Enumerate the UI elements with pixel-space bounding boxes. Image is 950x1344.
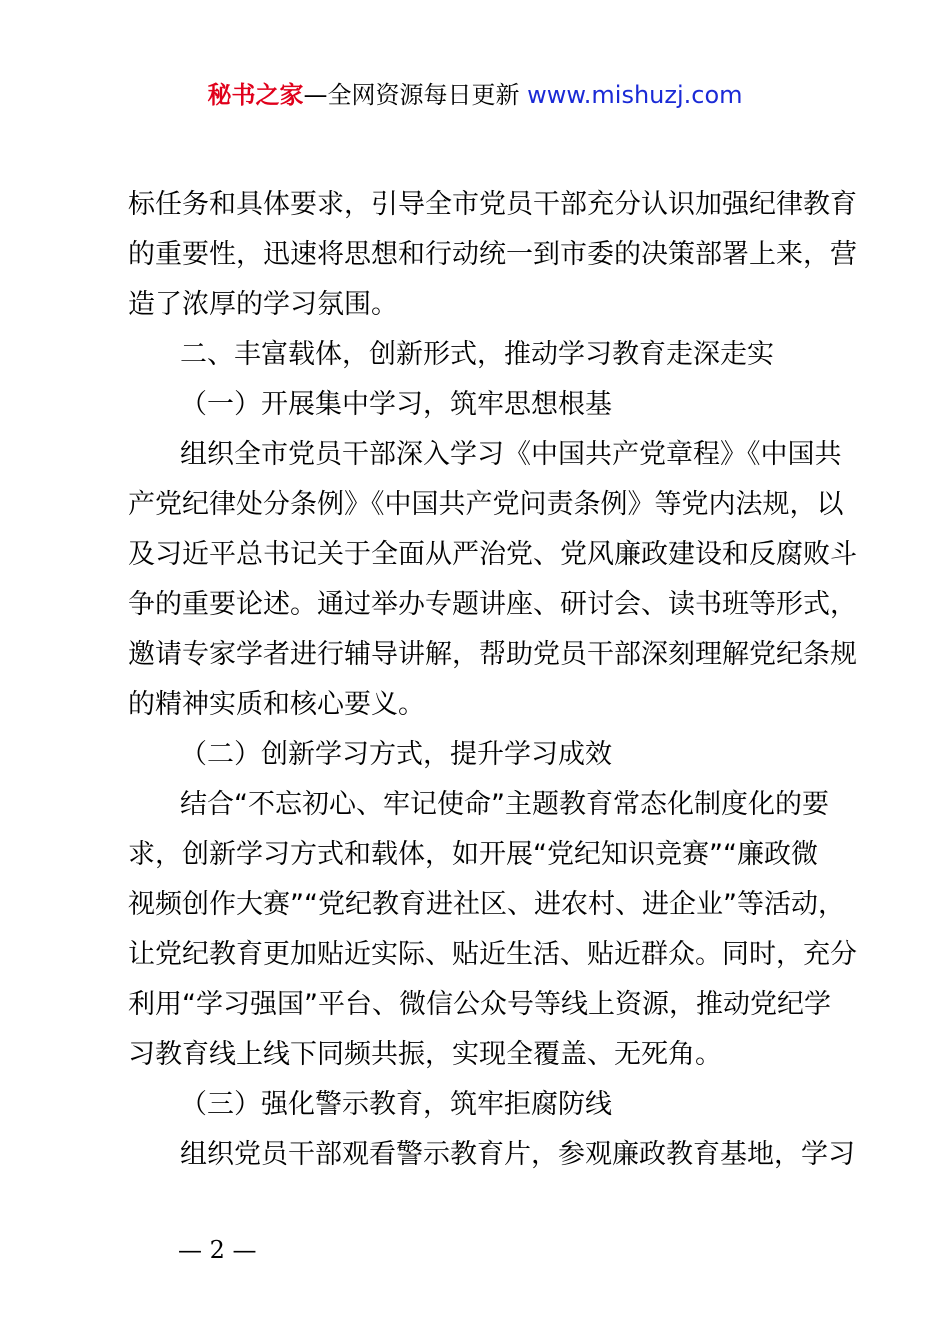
paragraph-line: 组织全市党员干部深入学习《中国共产党章程》《中国共: [180, 439, 842, 470]
section-heading: 二、丰富载体，创新形式，推动学习教育走深走实: [180, 339, 774, 370]
subsection-heading: （三）强化警示教育，筑牢拒腐防线: [180, 1089, 612, 1120]
paragraph-line: 习教育线上线下同频共振，实现全覆盖、无死角。: [128, 1039, 722, 1070]
subsection-heading: （二）创新学习方式，提升学习成效: [180, 739, 612, 770]
paragraph-line: 的精神实质和核心要义。: [128, 689, 425, 720]
subsection-heading: （一）开展集中学习，筑牢思想根基: [180, 389, 612, 420]
paragraph-line: 造了浓厚的学习氛围。: [128, 289, 398, 320]
site-header: [0, 78, 950, 112]
site-url-link[interactable]: www.mishuzj.com: [527, 81, 743, 109]
paragraph-line: 利用“学习强国”平台、微信公众号等线上资源，推动党纪学: [128, 989, 831, 1020]
paragraph-line: 争的重要论述。通过举办专题讲座、研讨会、读书班等形式，: [128, 589, 857, 620]
paragraph-line: 产党纪律处分条例》《中国共产党问责条例》等党内法规，以: [128, 489, 844, 520]
paragraph-line: 结合“不忘初心、牢记使命”主题教育常态化制度化的要: [180, 789, 829, 820]
document-body: [128, 180, 857, 1180]
header-tagline: —全网资源每日更新: [303, 81, 528, 109]
page-number: — 2 —: [178, 1236, 257, 1264]
paragraph-line: 邀请专家学者进行辅导讲解，帮助党员干部深刻理解党纪条规: [128, 639, 857, 670]
brand-name: 秘书之家: [207, 81, 304, 109]
paragraph-line: 标任务和具体要求，引导全市党员干部充分认识加强纪律教育: [128, 189, 857, 220]
paragraph-line: 的重要性，迅速将思想和行动统一到市委的决策部署上来，营: [128, 239, 857, 270]
paragraph-line: 让党纪教育更加贴近实际、贴近生活、贴近群众。同时，充分: [128, 939, 857, 970]
paragraph-line: 组织党员干部观看警示教育片，参观廉政教育基地，学习: [180, 1139, 855, 1170]
paragraph-line: 及习近平总书记关于全面从严治党、党风廉政建设和反腐败斗: [128, 539, 857, 570]
paragraph-line: 视频创作大赛”“党纪教育进社区、进农村、进企业”等活动，: [128, 889, 845, 920]
paragraph-line: 求，创新学习方式和载体，如开展“党纪知识竞赛”“廉政微: [128, 839, 818, 870]
